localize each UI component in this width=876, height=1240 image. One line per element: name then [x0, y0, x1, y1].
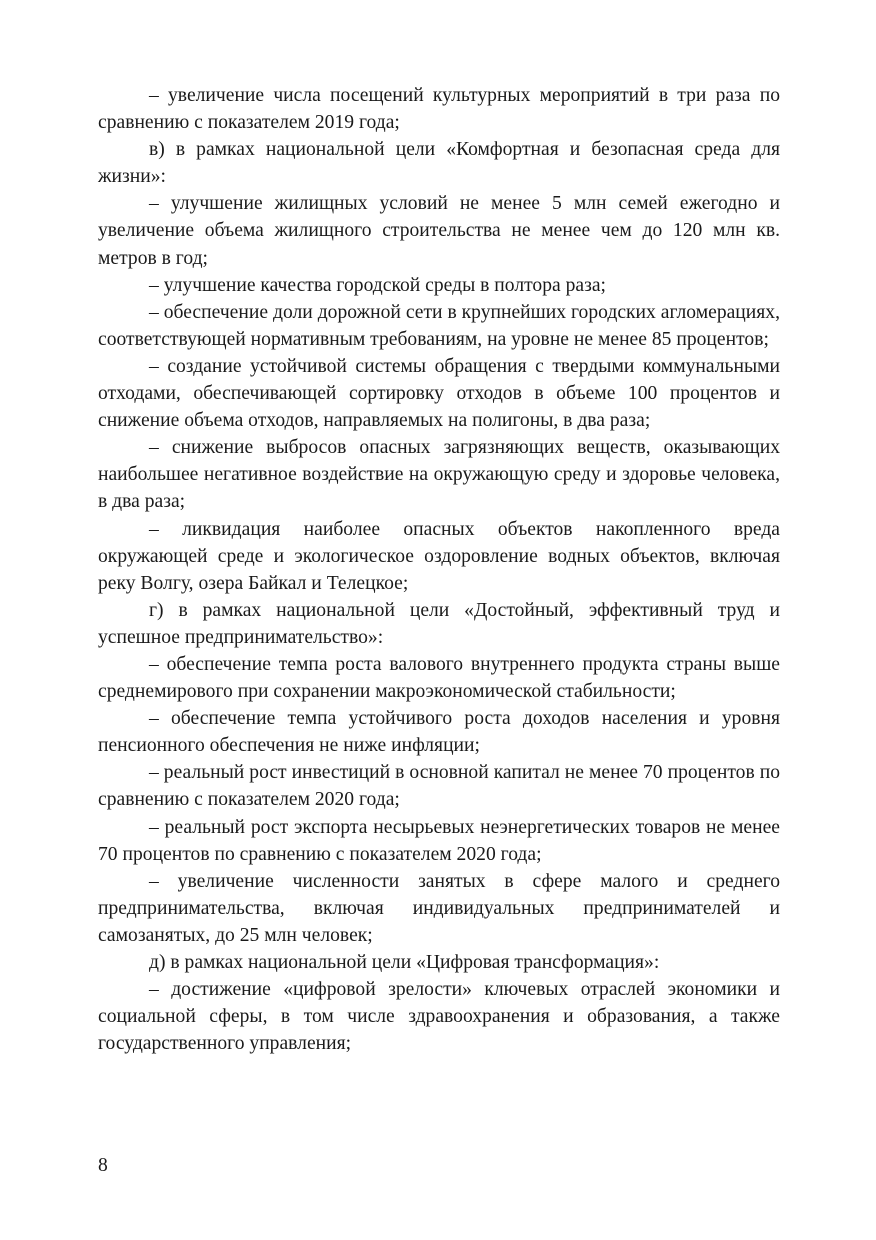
paragraph-small-business: – увеличение численности занятых в сфере малого и среднего предпринимательства, включая индивидуальных предпринимателей и самозанятых, до 25 млн человек; — [98, 870, 780, 946]
paragraph-income-growth: – обеспечение темпа устойчивого роста доходов населения и уровня пенсионного обеспечения не ниже инфляции; — [98, 708, 780, 757]
paragraph-investment: – реальный рост инвестиций в основной капитал не менее 70 процентов по сравнению с показателем 2020 года; — [98, 762, 780, 811]
paragraph-goal-comfortable-environment: в) в рамках национальной цели «Комфортная и безопасная среда для жизни»: — [98, 139, 780, 188]
paragraph-waste-management: – создание устойчивой системы обращения с твердыми коммунальными отходами, обеспечивающей сортировку отходов в объеме 100 процентов и снижение объема отходов, направляемых на полигоны, в два раза; — [98, 355, 780, 432]
document-body — [98, 82, 780, 1057]
paragraph-housing: – улучшение жилищных условий не менее 5 млн семей ежегодно и увеличение объема жилищного строительства не менее чем до 120 млн кв. метров в год; — [98, 193, 780, 269]
paragraph-emissions: – снижение выбросов опасных загрязняющих веществ, оказывающих наибольшее негативное воздействие на окружающую среду и здоровье человека, в два раза; — [98, 437, 780, 513]
page-number: 8 — [98, 1155, 108, 1176]
paragraph-road-network: – обеспечение доли дорожной сети в крупнейших городских агломерациях, соответствующей нормативным требованиям, на уровне не менее 85 процентов; — [98, 301, 780, 350]
paragraph-culture-visits: – увеличение числа посещений культурных мероприятий в три раза по сравнению с показателем 2019 года; — [98, 85, 780, 134]
paragraph-digital-maturity: – достижение «цифровой зрелости» ключевых отраслей экономики и социальной сферы, в том числе здравоохранения и образования, а также государственного управления; — [98, 979, 780, 1055]
paragraph-goal-digital-transformation: д) в рамках национальной цели «Цифровая трансформация»: — [149, 952, 660, 973]
paragraph-export: – реальный рост экспорта несырьевых неэнергетических товаров не менее 70 процентов по сравнению с показателем 2020 года; — [98, 816, 780, 865]
paragraph-gdp-growth: – обеспечение темпа роста валового внутреннего продукта страны выше среднемирового при сохранении макроэкономической стабильности; — [98, 653, 780, 703]
paragraph-goal-decent-work: г) в рамках национальной цели «Достойный, эффективный труд и успешное предпринимательство»: — [98, 599, 780, 648]
paragraph-urban-environment: – улучшение качества городской среды в полтора раза; — [149, 274, 606, 296]
paragraph-environmental-damage: – ликвидация наиболее опасных объектов накопленного вреда окружающей среде и экологическое оздоровление водных объектов, включая реку Волгу, озера Байкал и Телецкое; — [98, 518, 780, 594]
